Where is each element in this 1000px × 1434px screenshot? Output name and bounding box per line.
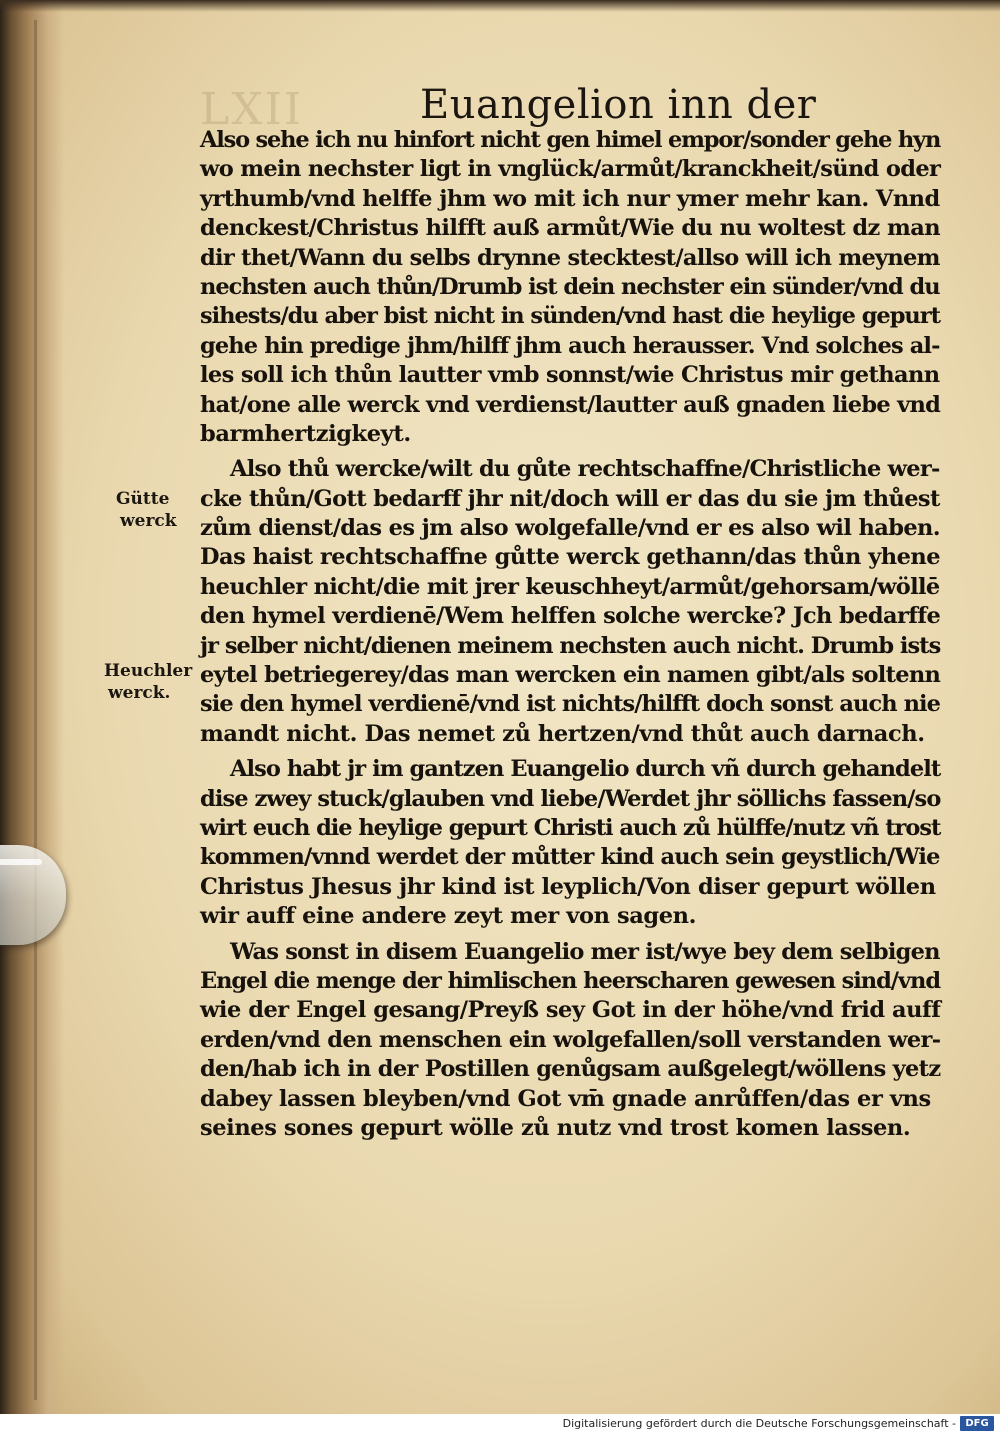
text-line: den/hab ich in der Postillen genůgsam außgelegt/wöllens yetz [200,1056,941,1083]
text-line: wie der Engel gesang/Preyß sey Got in der höhe/vnd frid auff [200,997,941,1024]
text-line: heuchler nicht/die mit jrer keuschheyt/armůt/gehorsam/wöllē [200,573,940,600]
text-line: les soll ich thůn lautter vmb sonnst/wie Christus mir gethann [200,362,940,389]
text-line: sie den hymel verdienē/vnd ist nichts/hilfft doch sonst auch nie [200,691,940,718]
text-line: wir auff eine andere zeyt mer von sagen. [200,903,697,930]
text-line: nechsten auch thůn/Drumb ist dein nechster ein sünder/vnd du [200,273,940,300]
page-top-edge [0,0,1000,12]
margin-note-line: Gütte [116,489,170,509]
text-line: den hymel verdienē/Wem helffen solche wercke? Jch bedarffe [200,603,941,630]
text-line: Engel die menge der himlischen heerscharen gewesen sind/vnd [200,967,941,994]
text-line: kommen/vnnd werdet der můtter kind auch sein geystlich/Wie [200,844,940,871]
text-line: Also thů wercke/wilt du gůte rechtschaffne/Christliche wer- [230,456,940,483]
text-line: wirt euch die heylige gepurt Christi auch zů hülffe/nutz vñ trost [200,814,941,841]
text-line: seines sones gepurt wölle zů nutz vnd trost komen lassen. [200,1114,911,1141]
funding-notice: Digitalisierung gefördert durch die Deutsche Forschungsgemeinschaft - [562,1417,956,1430]
text-line: Also habt jr im gantzen Euangelio durch vñ durch gehandelt [230,756,941,783]
text-line: zům dienst/das es jm also wolgefalle/vnd er es also wil haben. [200,515,941,542]
margin-note-line: werck [120,511,177,531]
margin-note-line: Heuchler [104,661,193,681]
margin-note-good-works [116,488,177,532]
main-text-block [200,126,940,1143]
running-head: Euangelion inn der [420,82,817,128]
margin-note-line: werck. [108,683,171,703]
text-line: barmhertzigkeyt. [200,420,411,447]
dfg-logo[interactable]: DFG [960,1416,994,1431]
text-line: erden/vnd den menschen ein wolgefallen/soll verstanden wer- [200,1026,941,1053]
text-line: gehe hin predige jhm/hilff jhm auch herausser. Vnd solches al- [200,332,940,359]
footer-bar [0,1414,1000,1434]
text-line: dir thet/Wann du selbs drynne stecktest/allso will ich meynem [200,244,940,271]
text-line: dise zwey stuck/glauben vnd liebe/Werdet jhr söllichs fassen/so [200,785,941,812]
text-line: cke thůn/Gott bedarff jhr nit/doch will er das du sie jm thůest [200,485,940,512]
text-line: dabey lassen bleyben/vnd Got vm̄ gnade anrůffen/das er vns [200,1085,931,1112]
text-line: mandt nicht. Das nemet zů hertzen/vnd thůt auch darnach. [200,720,925,747]
text-line: sihests/du aber bist nicht in sünden/vnd hast die heylige gepurt [200,303,940,330]
text-line: jr selber nicht/dienen meinem nechsten auch nicht. Drumb ists [200,632,941,659]
text-line: eytel betriegerey/das man wercken ein namen gibt/als soltenn [200,662,941,689]
margin-note-hypocrite-works [104,660,192,704]
bleed-through-header: LXII [200,84,304,135]
text-line: Also sehe ich nu hinfort nicht gen himel empor/sonder gehe hyn [200,127,941,153]
text-line: Das haist rechtschaffne gůtte werck gethann/das thůn yhene [200,544,941,571]
text-line: hat/one alle werck vnd verdienst/lautter auß gnaden liebe vnd [200,391,941,418]
text-line: Christus Jhesus jhr kind ist leyplich/Von diser gepurt wöllen [200,873,936,900]
text-line: Was sonst in disem Euangelio mer ist/wye bey dem selbigen [230,938,940,965]
gutter-edge-line [34,20,37,1400]
text-line: denckest/Christus hilfft auß armůt/Wie du nu woltest dz man [200,215,941,242]
text-line: wo mein nechster ligt in vnglück/armůt/kranckheit/sünd oder [200,156,941,183]
book-gutter-shadow [0,0,64,1414]
text-line: yrthumb/vnd helffe jhm wo mit ich nur ymer mehr kan. Vnnd [200,185,940,212]
